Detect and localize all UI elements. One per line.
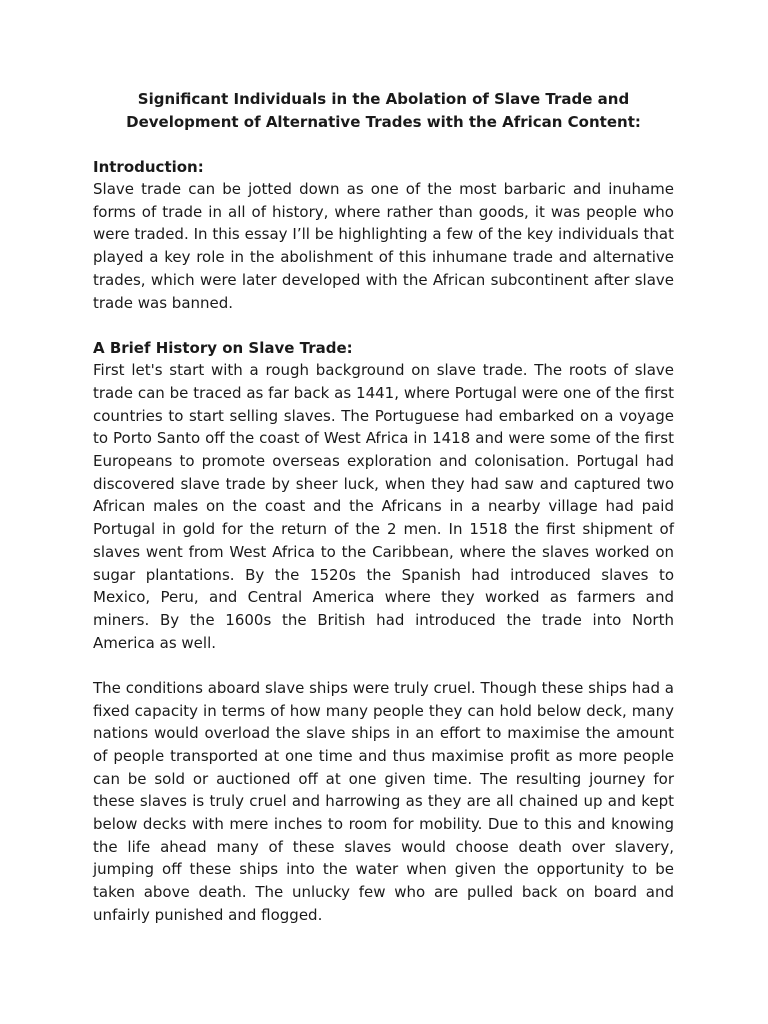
spacer	[93, 314, 674, 337]
spacer	[93, 654, 674, 677]
document-title: Significant Individuals in the Abolation of Slave Trade and Development of Alternative Trades with the African Content:	[126, 90, 641, 131]
section-heading-history: A Brief History on Slave Trade:	[93, 338, 353, 357]
document-page	[93, 88, 674, 927]
spacer	[93, 133, 674, 156]
history-paragraph-1: First let's start with a rough background on slave trade. The roots of slave trade can be traced as far back as 1441, where Portugal were one of the first countries to start selling slaves. The Portuguese had embarked on a voyage to Porto Santo off the coast of West Africa in 1418 and were some of the first Europeans to promote overseas exploration and colonisation. Portugal had discovered slave trade by sheer luck, when they had saw and captured two African males on the coast and the Africans in a nearby village had paid Portugal in gold for the return of the 2 men. In 1518 the first shipment of slaves went from West Africa to the Caribbean, where the slaves worked on sugar plantations. By the 1520s the Spanish had introduced slaves to Mexico, Peru, and Central America where they worked as farmers and miners. By the 1600s the British had introduced the trade into North America as well.	[93, 361, 674, 652]
section-heading-introduction: Introduction:	[93, 157, 204, 176]
introduction-paragraph: Slave trade can be jotted down as one of the most barbaric and inuhame forms of trade in all of history, where rather than goods, it was people who were traded. In this essay I’ll be highlighting a few of the key individuals that played a key role in the abolishment of this inhumane trade and alternative trades, which were later developed with the African subcontinent after slave trade was banned.	[93, 180, 674, 312]
history-paragraph-2: The conditions aboard slave ships were truly cruel. Though these ships had a fixed capacity in terms of how many people they can hold below deck, many nations would overload the slave ships in an effort to maximise the amount of people transported at one time and thus maximise profit as more people can be sold or auctioned off at one given time. The resulting journey for these slaves is truly cruel and harrowing as they are all chained up and kept below decks with mere inches to room for mobility. Due to this and knowing the life ahead many of these slaves would choose death over slavery, jumping off these ships into the water when given the opportunity to be taken above death. The unlucky few who are pulled back on board and unfairly punished and flogged.	[93, 678, 674, 924]
